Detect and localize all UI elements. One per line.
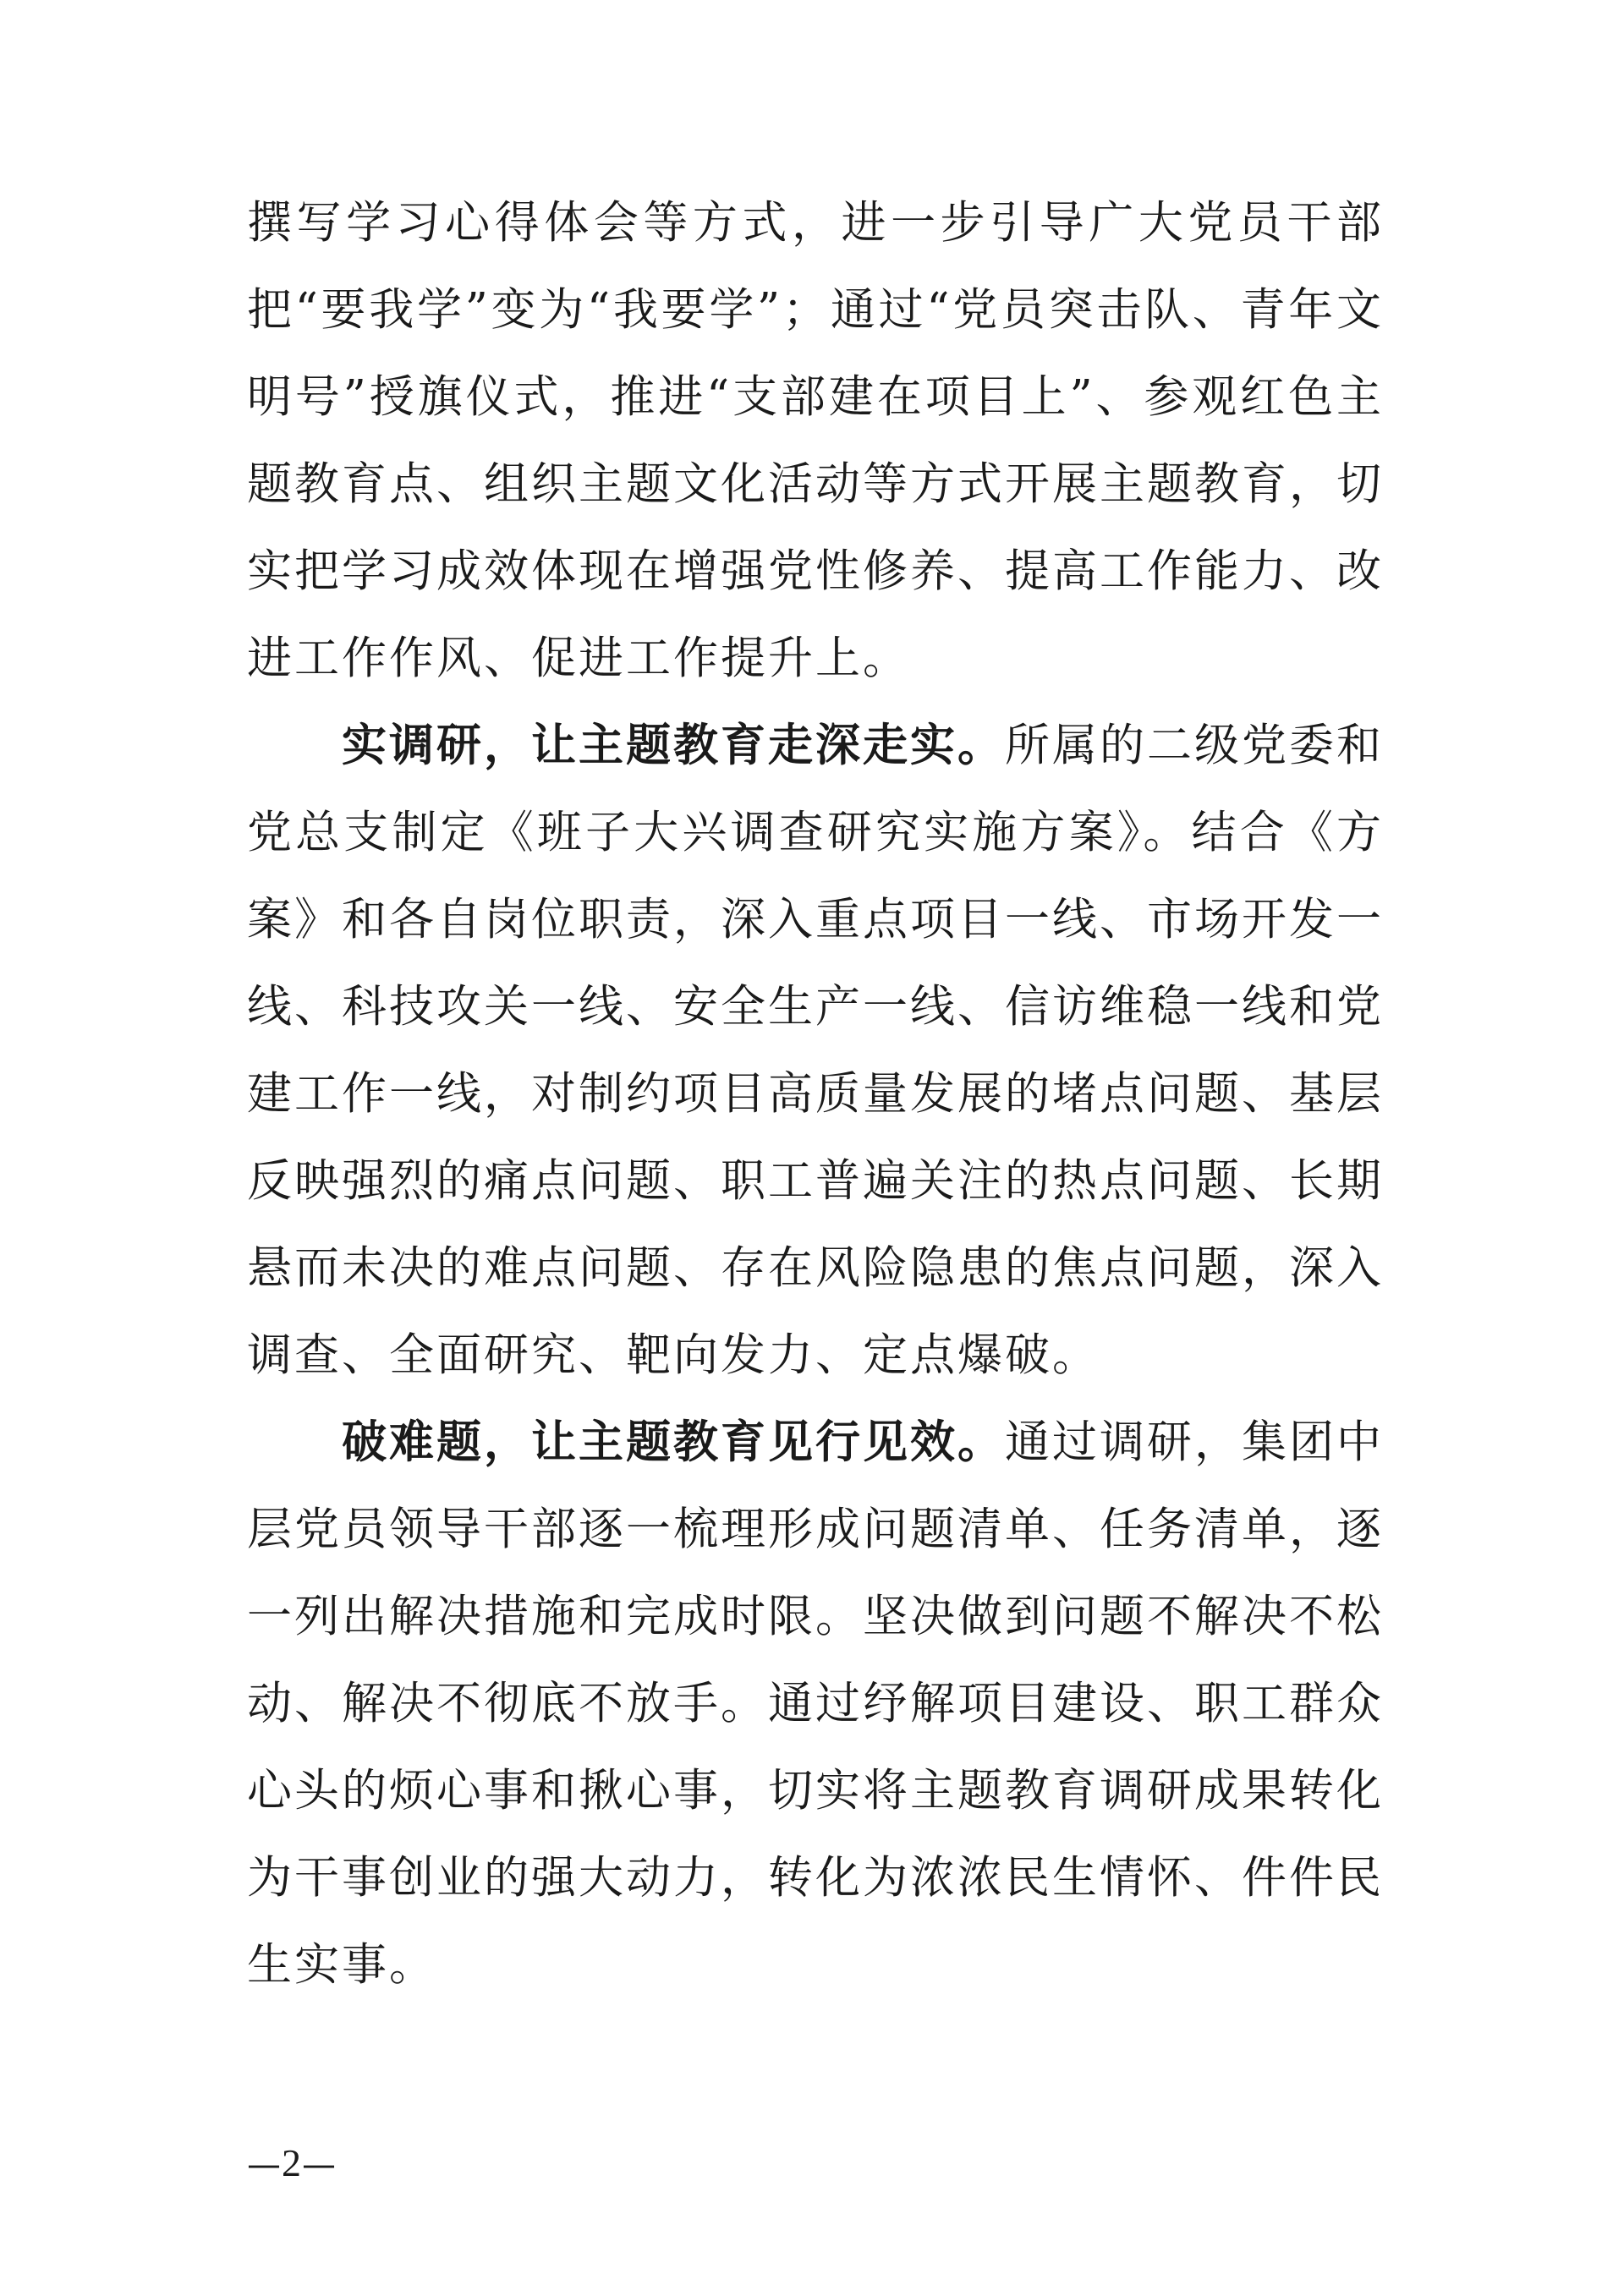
- paragraph-text: 通过调研，集团中层党员领导干部逐一梳理形成问题清单、任务清单，逐一列出解决措施和完成时限。坚决做到问题不解决不松动、解决不彻底不放手。通过纾解项目建设、职工群众心头的烦心事和揪心事，切实将主题教育调研成果转化为干事创业的强大动力，转化为浓浓民生情怀、件件民生实事。: [247, 1417, 1384, 1991]
- page-number: [247, 2138, 337, 2190]
- paragraph-text: 撰写学习心得体会等方式，进一步引导广大党员干部把“要我学”变为“我要学”；通过“党员突击队、青年文明号”授旗仪式，推进“支部建在项目上”、参观红色主题教育点、组织主题文化活动等方式开展主题教育，切实把学习成效体现在增强党性修养、提高工作能力、改进工作作风、促进工作提升上。: [247, 197, 1384, 684]
- page-number-value: 2: [282, 2141, 302, 2184]
- page-number-dash-right: —: [302, 2145, 337, 2184]
- document-body: [247, 179, 1384, 2008]
- paragraph-problems: [247, 1399, 1384, 2008]
- paragraph-text: 所属的二级党委和党总支制定《班子大兴调查研究实施方案》。结合《方案》和各自岗位职责，深入重点项目一线、市场开发一线、科技攻关一线、安全生产一线、信访维稳一线和党建工作一线，对制约项目高质量发展的堵点问题、基层反映强烈的痛点问题、职工普遍关注的热点问题、长期悬而未决的难点问题、存在风险隐患的焦点问题，深入调查、全面研究、靶向发力、定点爆破。: [247, 720, 1384, 1381]
- page-number-dash-left: —: [247, 2145, 282, 2184]
- paragraph-heading: 实调研，让主题教育走深走实。: [342, 719, 1005, 771]
- paragraph-heading: 破难题，让主题教育见行见效。: [342, 1416, 1005, 1468]
- paragraph-research: [247, 702, 1384, 1399]
- paragraph-continuation: [247, 179, 1384, 702]
